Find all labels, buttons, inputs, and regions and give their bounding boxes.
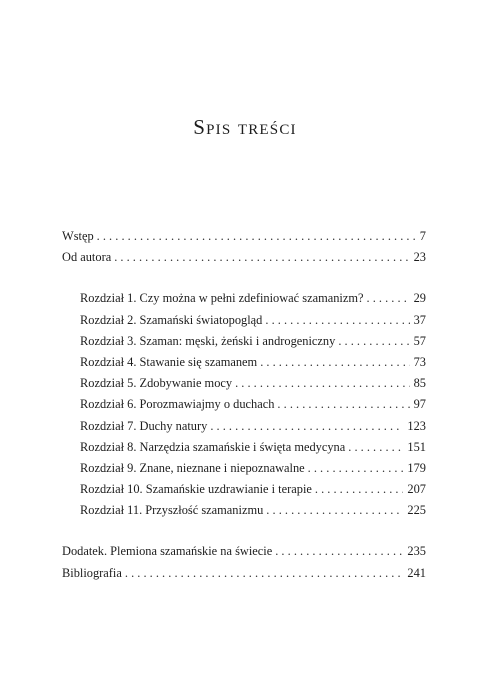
toc-entry-label: Dodatek. Plemiona szamańskie na świecie	[62, 544, 273, 559]
toc-leader-dots	[348, 437, 403, 458]
toc-leader-dots	[265, 310, 409, 331]
toc-entry-chapter	[62, 331, 426, 352]
toc-leader-dots	[338, 331, 409, 352]
toc-entry-label: Rozdział 1. Czy można w pełni zdefiniować szamanizm?	[80, 291, 364, 306]
toc-leader-dots	[315, 479, 404, 500]
toc-leader-dots	[210, 416, 403, 437]
toc-entry-page: 179	[407, 460, 426, 475]
toc-entry-chapter	[62, 500, 426, 521]
toc-entry-page: 235	[407, 544, 426, 559]
toc-leader-dots	[308, 458, 404, 479]
toc-entry-label: Wstęp	[62, 229, 94, 243]
toc-entry-label: Rozdział 7. Duchy natury	[80, 418, 208, 433]
toc-entry-chapter	[62, 352, 426, 373]
toc-entry-label: Rozdział 11. Przyszłość szamanizmu	[80, 503, 264, 518]
toc-entry-label: Rozdział 8. Narzędzia szamańskie i święta medycyna	[80, 439, 346, 454]
toc-entry-label: Rozdział 2. Szamański światopogląd	[80, 312, 263, 327]
toc-entry-page: 37	[413, 312, 426, 327]
toc-entry-page: 151	[407, 439, 426, 454]
toc-entry-chapter	[62, 437, 426, 458]
toc-leader-dots	[235, 373, 410, 394]
toc-entry-page: 241	[407, 565, 426, 580]
toc-entry-page: 123	[407, 418, 426, 433]
toc-entry-label: Bibliografia	[62, 565, 122, 580]
toc-entry-label: Od autora	[62, 250, 112, 265]
toc-entry-chapter	[62, 310, 426, 331]
toc-entry-chapter	[62, 458, 426, 479]
toc-leader-dots	[97, 226, 416, 247]
toc-entry-front	[62, 226, 426, 247]
toc-leader-dots	[260, 352, 409, 373]
toc-entry-page: 23	[413, 250, 426, 265]
toc-entry-back	[62, 541, 426, 562]
toc-entry-chapter	[62, 479, 426, 500]
toc-entry-page: 85	[413, 376, 426, 391]
toc-leader-dots	[114, 247, 409, 268]
toc-entry-back	[62, 563, 426, 584]
toc-leader-dots	[275, 541, 403, 562]
toc-entry-chapter	[62, 373, 426, 394]
toc-entry-page: 7	[419, 229, 426, 243]
toc-entry-label: Rozdział 9. Znane, nieznane i niepoznawalne	[80, 460, 305, 475]
toc-leader-dots	[266, 500, 403, 521]
toc-entry-label: Rozdział 6. Porozmawiajmy o duchach	[80, 397, 275, 412]
toc-entry-chapter	[62, 288, 426, 309]
toc-entry-front	[62, 247, 426, 268]
section-spacer	[62, 268, 426, 288]
toc-entry-page: 207	[407, 482, 426, 497]
toc-entry-page: 225	[407, 503, 426, 518]
toc-entry-label: Rozdział 3. Szaman: męski, żeński i androgeniczny	[80, 333, 336, 348]
section-spacer	[62, 521, 426, 541]
toc-entry-chapter	[62, 394, 426, 415]
toc-entry-page: 29	[413, 291, 426, 306]
page-title: Spis treści	[193, 115, 297, 139]
toc-leader-dots	[125, 563, 404, 584]
toc-leader-dots	[277, 394, 409, 415]
table-of-contents	[62, 226, 426, 584]
toc-entry-chapter	[62, 416, 426, 437]
toc-entry-page: 57	[413, 333, 426, 348]
toc-leader-dots	[367, 288, 410, 309]
toc-entry-label: Rozdział 4. Stawanie się szamanem	[80, 354, 258, 369]
toc-entry-page: 73	[413, 354, 426, 369]
toc-entry-page: 97	[413, 397, 426, 412]
toc-entry-label: Rozdział 10. Szamańskie uzdrawianie i terapie	[80, 482, 312, 497]
toc-entry-label: Rozdział 5. Zdobywanie mocy	[80, 376, 233, 391]
